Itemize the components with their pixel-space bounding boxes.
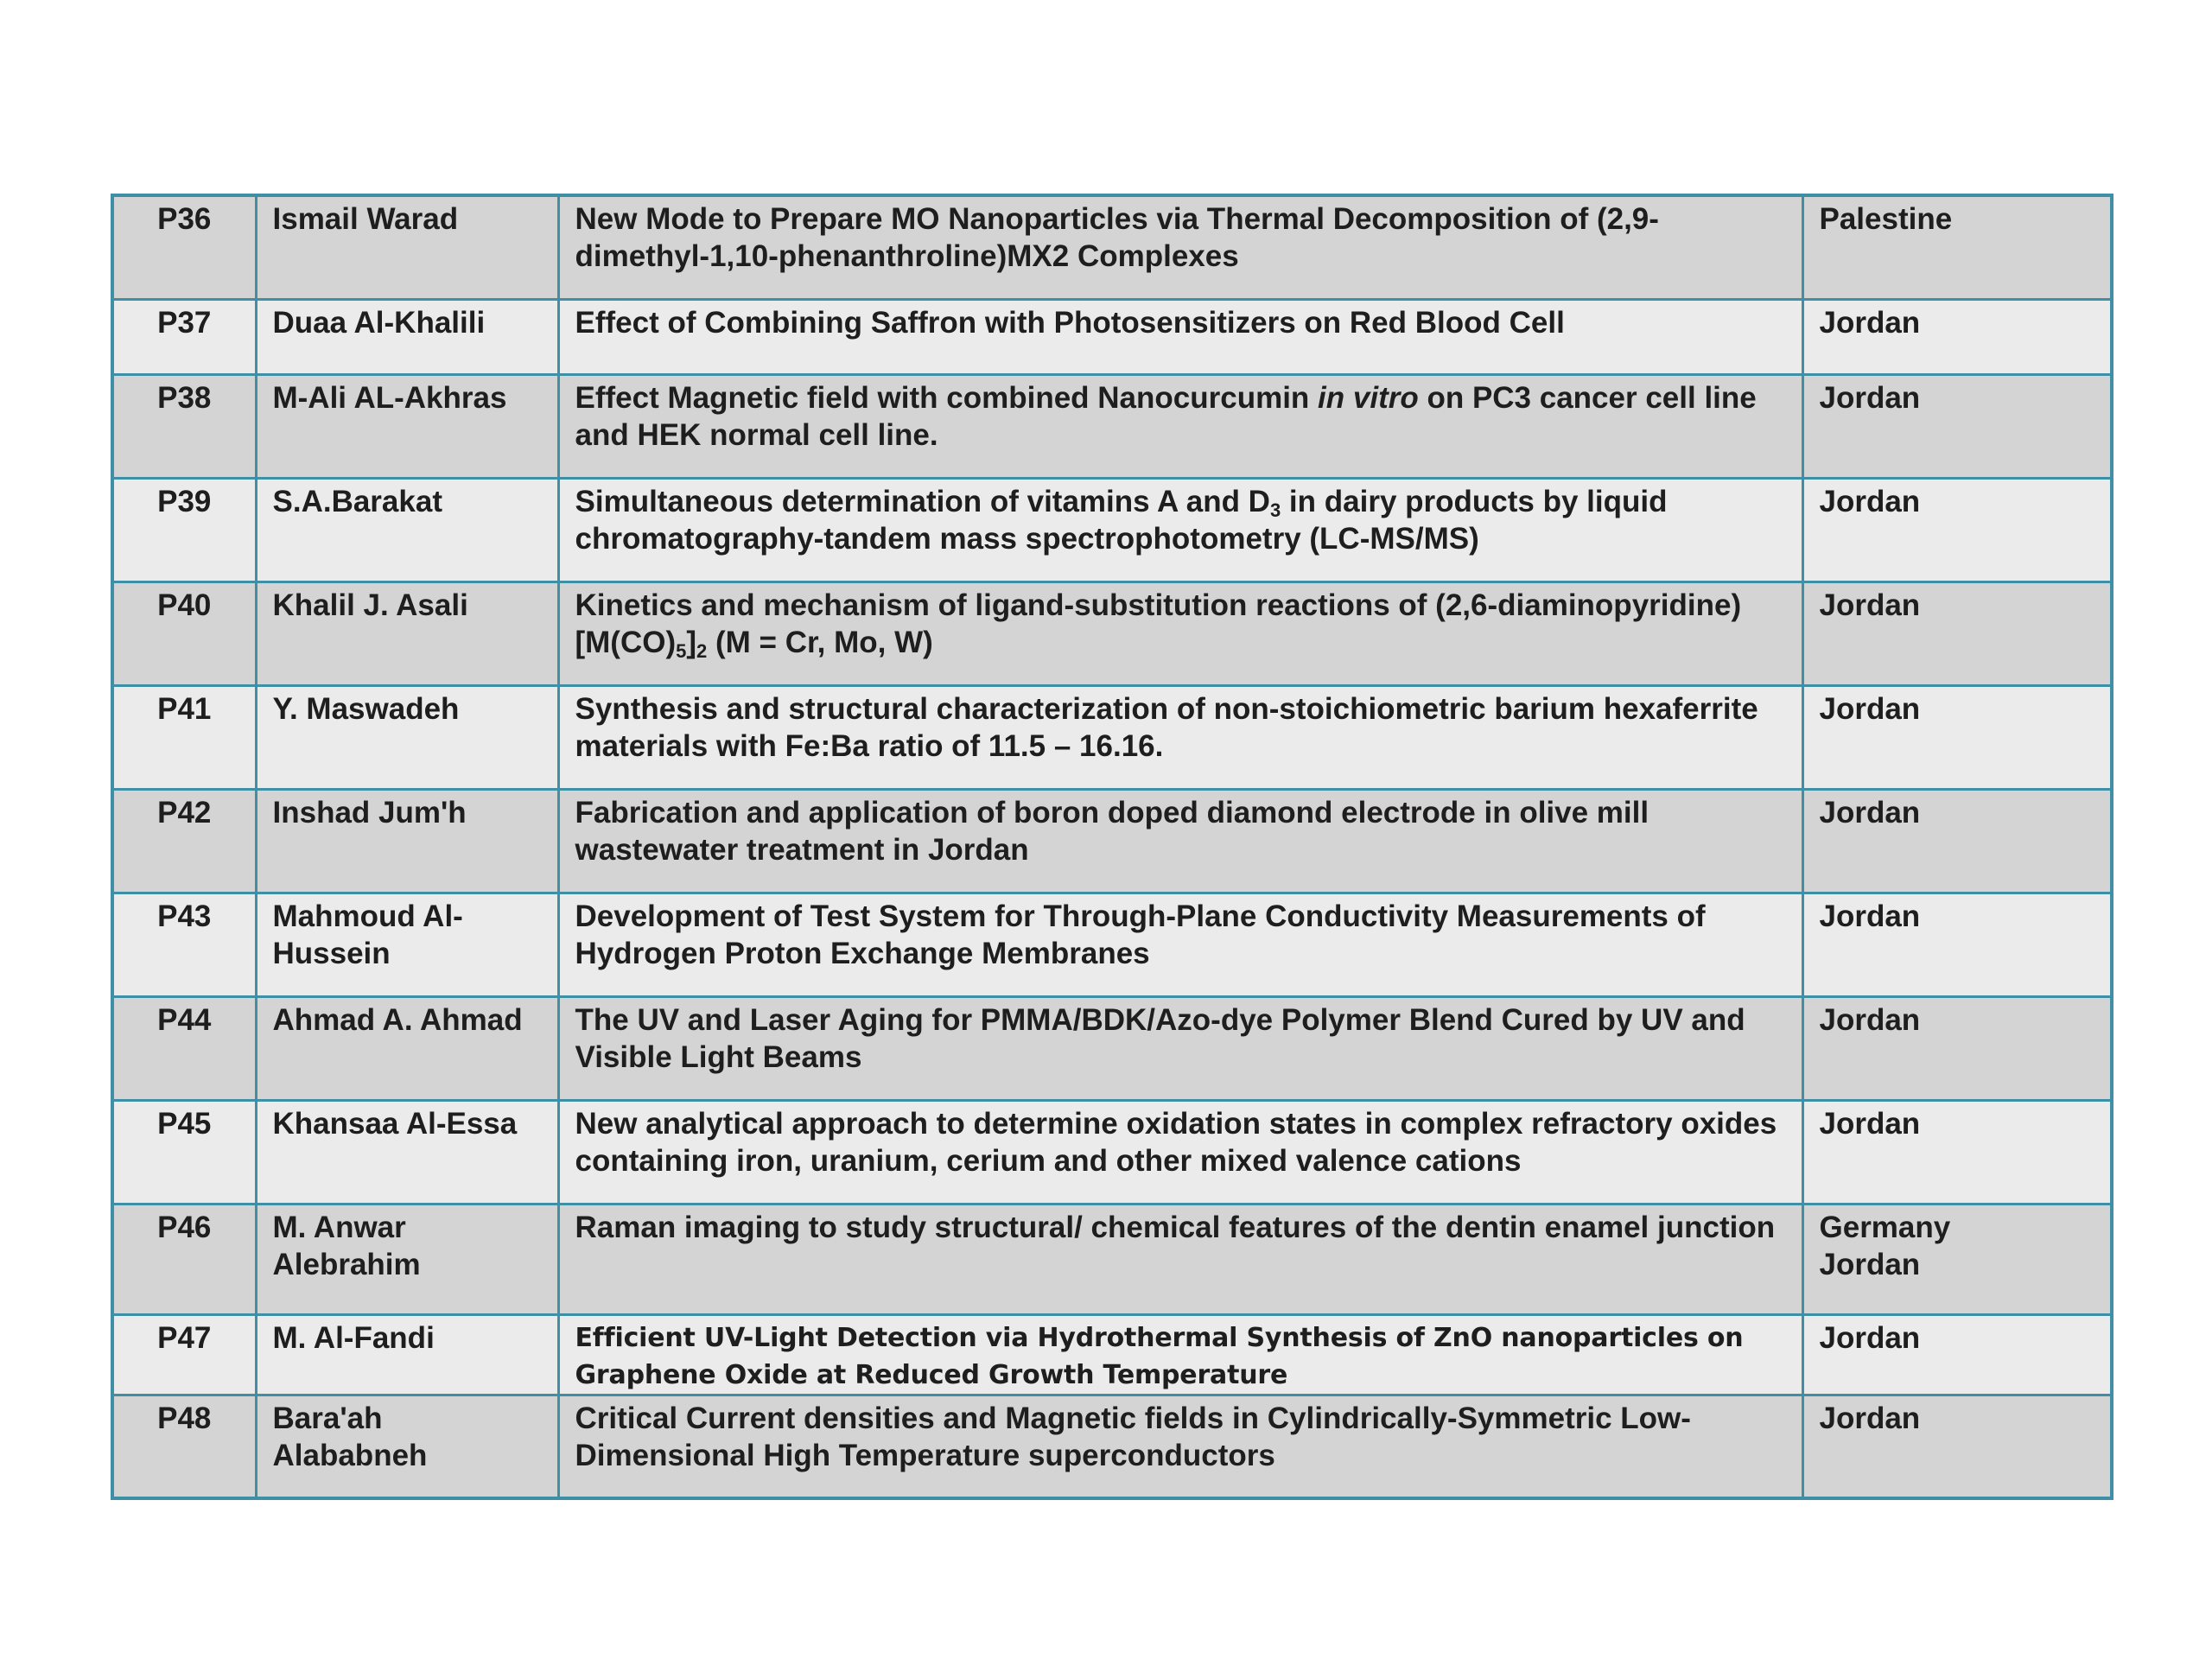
author-name [256,1204,558,1314]
poster-title: Efficient UV-Light Detection via Hydrothermal Synthesis of ZnO nanoparticles on Graphene Oxide at Reduced Growth Temperature [558,1314,1802,1395]
poster-code: P44 [112,996,256,1100]
title-text: in dairy products by liquid chromatography-tandem mass spectrophotometry (LC-MS/MS) [575,484,1668,556]
country: Jordan [1802,1100,2112,1204]
table-row [112,1314,2112,1395]
country: Jordan [1802,374,2112,478]
country: Jordan [1802,789,2112,893]
country: Palestine [1802,195,2112,299]
title-text: on PC3 cancer cell line and HEK normal cell line. [575,380,1757,452]
country: Jordan [1802,478,2112,582]
country: Jordan [1802,1395,2112,1498]
poster-title: New analytical approach to determine oxidation states in complex refractory oxides containing iron, uranium, cerium and other mixed valence cations [558,1100,1802,1204]
author-name: Khansaa Al-Essa [256,1100,558,1204]
author-name: Ahmad A. Ahmad [256,996,558,1100]
country: Jordan [1802,299,2112,374]
title-subscript: 2 [696,639,708,662]
title-text: ] [686,625,697,659]
poster-code: P47 [112,1314,256,1395]
poster-title: Effect of Combining Saffron with Photosensitizers on Red Blood Cell [558,299,1802,374]
author-name: Bara'ah Alababneh [256,1395,558,1498]
author-line: M. Anwar [272,1210,406,1244]
author-name: S.A.Barakat [256,478,558,582]
author-name: Khalil J. Asali [256,582,558,685]
country: Jordan [1802,1314,2112,1395]
poster-code: P40 [112,582,256,685]
poster-code: P48 [112,1395,256,1498]
poster-title: Development of Test System for Through-Plane Conductivity Measurements of Hydrogen Proton Exchange Membranes [558,893,1802,996]
table-row [112,478,2112,582]
table-row [112,299,2112,374]
poster-code: P37 [112,299,256,374]
author-name: Mahmoud Al-Hussein [256,893,558,996]
country [1802,1204,2112,1314]
poster-code: P39 [112,478,256,582]
author-name: Ismail Warad [256,195,558,299]
country-line: Jordan [1819,1247,1921,1281]
poster-title: New Mode to Prepare MO Nanoparticles via Thermal Decomposition of (2,9-dimethyl-1,10-phenanthroline)MX2 Complexes [558,195,1802,299]
poster-code: P42 [112,789,256,893]
poster-title: Critical Current densities and Magnetic fields in Cylindrically-Symmetric Low-Dimensional High Temperature superconductors [558,1395,1802,1498]
table-row [112,1100,2112,1204]
poster-code: P46 [112,1204,256,1314]
poster-title: The UV and Laser Aging for PMMA/BDK/Azo-dye Polymer Blend Cured by UV and Visible Light Beams [558,996,1802,1100]
poster-title: Fabrication and application of boron doped diamond electrode in olive mill wastewater treatment in Jordan [558,789,1802,893]
title-text: Effect Magnetic field with combined Nanocurcumin [575,380,1319,415]
country-line: Germany [1819,1210,1951,1244]
country: Jordan [1802,996,2112,1100]
title-text: (M = Cr, Mo, W) [707,625,933,659]
country: Jordan [1802,582,2112,685]
table-row [112,1395,2112,1498]
country: Jordan [1802,685,2112,789]
poster-code: P41 [112,685,256,789]
poster-code: P43 [112,893,256,996]
author-name: Inshad Jum'h [256,789,558,893]
poster-code: P36 [112,195,256,299]
poster-title [558,478,1802,582]
poster-title [558,374,1802,478]
table-row [112,996,2112,1100]
author-name: M-Ali AL-Akhras [256,374,558,478]
country: Jordan [1802,893,2112,996]
table-row [112,582,2112,685]
title-subscript: 3 [1269,499,1281,521]
table-row [112,374,2112,478]
table-row [112,893,2112,996]
poster-title [558,582,1802,685]
poster-code: P45 [112,1100,256,1204]
title-text: Kinetics and mechanism of ligand-substitution reactions of (2,6-diaminopyridine)[M(CO) [575,588,1742,659]
table-row [112,789,2112,893]
author-name: Duaa Al-Khalili [256,299,558,374]
table-row [112,685,2112,789]
poster-title: Raman imaging to study structural/ chemical features of the dentin enamel junction [558,1204,1802,1314]
poster-program-table [111,194,2113,1500]
poster-code: P38 [112,374,256,478]
title-text: Simultaneous determination of vitamins A and D [575,484,1270,518]
table-row [112,195,2112,299]
author-name: M. Al-Fandi [256,1314,558,1395]
author-line: Alebrahim [272,1247,421,1281]
poster-title: Synthesis and structural characterization of non-stoichiometric barium hexaferrite materials with Fe:Ba ratio of 11.5 – 16.16. [558,685,1802,789]
table-row [112,1204,2112,1314]
title-italic-text: in vitro [1318,380,1419,415]
title-subscript: 5 [676,639,687,662]
author-name: Y. Maswadeh [256,685,558,789]
